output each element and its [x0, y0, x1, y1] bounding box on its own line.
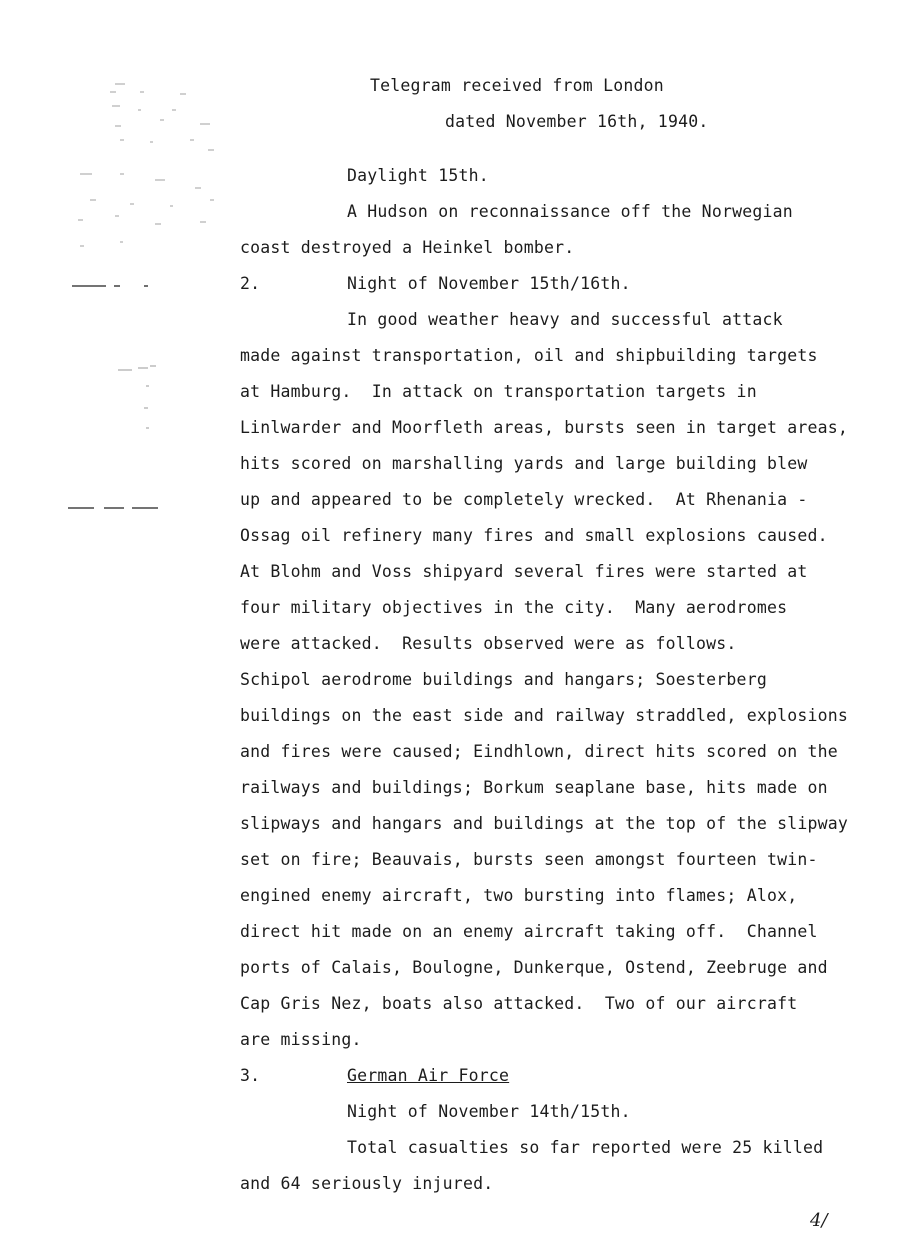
- section-3-text-line: and 64 seriously injured.: [240, 1174, 494, 1193]
- daylight-heading: Daylight 15th.: [347, 166, 489, 185]
- section-2-line: Linlwarder and Moorfleth areas, bursts seen in target areas,: [240, 418, 849, 437]
- daylight-text-line: A Hudson on reconnaissance off the Norwegian: [347, 202, 793, 221]
- header-title: Telegram received from London: [370, 76, 664, 95]
- section-3-number: 3.: [240, 1066, 261, 1085]
- section-2-line: Ossag oil refinery many fires and small explosions caused.: [240, 526, 828, 545]
- section-2-line: In good weather heavy and successful attack: [347, 310, 783, 329]
- section-2-line: At Blohm and Voss shipyard several fires were started at: [240, 562, 808, 581]
- section-2-line: up and appeared to be completely wrecked. At Rhenania -: [240, 490, 808, 509]
- section-2-line: set on fire; Beauvais, bursts seen amongst fourteen twin-: [240, 850, 818, 869]
- section-2-line: made against transportation, oil and shipbuilding targets: [240, 346, 818, 365]
- daylight-text-line: coast destroyed a Heinkel bomber.: [240, 238, 575, 257]
- section-3-subheading: Night of November 14th/15th.: [347, 1102, 631, 1121]
- section-2-line: direct hit made on an enemy aircraft taking off. Channel: [240, 922, 818, 941]
- page-number: 4/: [810, 1210, 828, 1231]
- margin-marks: [60, 70, 230, 530]
- section-2-line: were attacked. Results observed were as follows.: [240, 634, 737, 653]
- section-2-line: Schipol aerodrome buildings and hangars; Soesterberg: [240, 670, 767, 689]
- section-2-line: railways and buildings; Borkum seaplane base, hits made on: [240, 778, 828, 797]
- section-2-line: Cap Gris Nez, boats also attacked. Two of our aircraft: [240, 994, 798, 1013]
- section-2-line: and fires were caused; Eindhlown, direct hits scored on the: [240, 742, 838, 761]
- section-2-line: buildings on the east side and railway straddled, explosions: [240, 706, 849, 725]
- section-2-line: at Hamburg. In attack on transportation targets in: [240, 382, 757, 401]
- section-2-heading: Night of November 15th/16th.: [347, 274, 631, 293]
- section-2-line: slipways and hangars and buildings at the top of the slipway: [240, 814, 849, 833]
- section-2-line: four military objectives in the city. Many aerodromes: [240, 598, 788, 617]
- section-2-number: 2.: [240, 274, 261, 293]
- section-3-heading: German Air Force: [347, 1066, 510, 1085]
- section-2-line: ports of Calais, Boulogne, Dunkerque, Ostend, Zeebruge and: [240, 958, 828, 977]
- section-3-text-line: Total casualties so far reported were 25 killed: [347, 1138, 824, 1157]
- section-2-line: engined enemy aircraft, two bursting into flames; Alox,: [240, 886, 798, 905]
- section-2-line: hits scored on marshalling yards and large building blew: [240, 454, 808, 473]
- section-2-line: are missing.: [240, 1030, 362, 1049]
- header-date: dated November 16th, 1940.: [445, 112, 709, 131]
